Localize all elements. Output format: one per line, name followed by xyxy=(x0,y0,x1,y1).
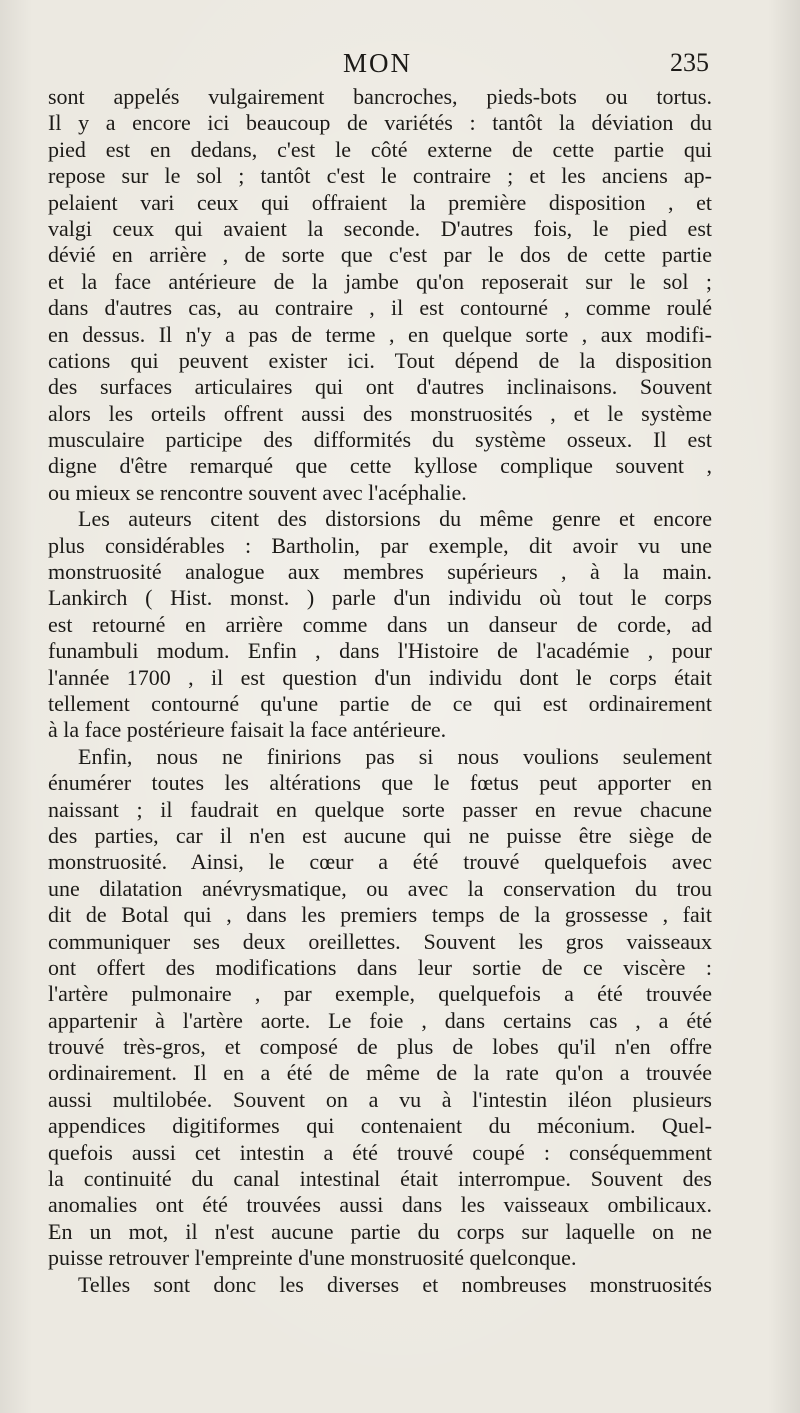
text-line: aussi multilobée. Souvent on a vu à l'intestin iléon plusieurs xyxy=(48,1086,712,1112)
text-line: tellement contourné qu'une partie de ce qui est ordinairement xyxy=(48,690,712,716)
text-line: alors les orteils offrent aussi des monstruosités , et le système xyxy=(48,400,712,426)
text-line: musculaire participe des difformités du système osseux. Il est xyxy=(48,427,712,453)
text-line: l'artère pulmonaire , par exemple, quelquefois a été trouvée xyxy=(48,981,712,1007)
text-line: monstruosité. Ainsi, le cœur a été trouvé quelquefois avec xyxy=(48,849,712,875)
text-line: appendices digitiformes qui contenaient du méconium. Quel- xyxy=(48,1113,712,1139)
page-header xyxy=(0,48,800,82)
text-line: plus considérables : Bartholin, par exemple, dit avoir vu une xyxy=(48,532,712,558)
paragraph-end-line: puisse retrouver l'empreinte d'une monstruosité quelconque. xyxy=(48,1245,577,1271)
text-line: est retourné en arrière comme dans un danseur de corde, ad xyxy=(48,611,712,637)
text-line: repose sur le sol ; tantôt c'est le contraire ; et les anciens ap- xyxy=(48,163,712,189)
text-line: ont offert des modifications dans leur sortie de ce viscère : xyxy=(48,954,712,980)
text-line: trouvé très-gros, et composé de plus de lobes qu'il n'en offre xyxy=(48,1034,712,1060)
text-line: une dilatation anévrysmatique, ou avec la conservation du trou xyxy=(48,875,712,901)
text-line: monstruosité analogue aux membres supérieurs , à la main. xyxy=(48,559,712,585)
text-line: Lankirch ( Hist. monst. ) parle d'un individu où tout le corps xyxy=(48,585,712,611)
text-line: En un mot, il n'est aucune partie du corps sur laquelle on ne xyxy=(48,1218,712,1244)
text-line: énumérer toutes les altérations que le fœtus peut apporter en xyxy=(48,770,712,796)
text-line: l'année 1700 , il est question d'un individu dont le corps était xyxy=(48,664,712,690)
text-line: communiquer ses deux oreillettes. Souvent les gros vaisseaux xyxy=(48,928,712,954)
text-line: Il y a encore ici beaucoup de variétés : tantôt la déviation du xyxy=(48,110,712,136)
text-line: en dessus. Il n'y a pas de terme , en quelque sorte , aux modifi- xyxy=(48,321,712,347)
text-line: ordinairement. Il en a été de même de la rate qu'on a trouvée xyxy=(48,1060,712,1086)
text-line: des surfaces articulaires qui ont d'autres inclinaisons. Souvent xyxy=(48,374,712,400)
text-line: dans d'autres cas, au contraire , il est contourné , comme roulé xyxy=(48,295,712,321)
text-line: dit de Botal qui , dans les premiers temps de la grossesse , fait xyxy=(48,902,712,928)
text-line: valgi ceux qui avaient la seconde. D'autres fois, le pied est xyxy=(48,215,712,241)
text-line: sont appelés vulgairement bancroches, pieds-bots ou tortus. xyxy=(48,84,712,109)
text-line: anomalies ont été trouvées aussi dans les vaisseaux ombilicaux. xyxy=(48,1192,712,1218)
text-line: naissant ; il faudrait en quelque sorte passer en revue chacune xyxy=(48,796,712,822)
text-line: dévié en arrière , de sorte que c'est par le dos de cette partie xyxy=(48,242,712,268)
page-number: 235 xyxy=(670,48,709,77)
paragraph-end-line: à la face postérieure faisait la face antérieure. xyxy=(48,717,447,743)
body-text xyxy=(48,84,712,1298)
text-line: pelaient vari ceux qui offraient la première disposition , et xyxy=(48,189,712,215)
paragraph-end-line: ou mieux se rencontre souvent avec l'acéphalie. xyxy=(48,479,467,505)
text-line: des parties, car il n'en est aucune qui ne puisse être siège de xyxy=(48,822,712,848)
running-head: MON xyxy=(343,48,413,78)
text-line: et la face antérieure de la jambe qu'on reposerait sur le sol ; xyxy=(48,268,712,294)
text-line: pied est en dedans, c'est le côté externe de cette partie qui xyxy=(48,136,712,162)
paragraph-start-line: Les auteurs citent des distorsions du même genre et encore xyxy=(78,506,712,532)
text-line: funambuli modum. Enfin , dans l'Histoire de l'académie , pour xyxy=(48,638,712,664)
text-line: quefois aussi cet intestin a été trouvé coupé : conséquemment xyxy=(48,1139,712,1165)
paragraph-start-line: Enfin, nous ne finirions pas si nous voulions seulement xyxy=(78,743,712,769)
text-line: la continuité du canal intestinal était interrompue. Souvent des xyxy=(48,1166,712,1192)
text-line: cations qui peuvent exister ici. Tout dépend de la disposition xyxy=(48,347,712,373)
paragraph-start-line: Telles sont donc les diverses et nombreuses monstruosités xyxy=(78,1271,712,1297)
text-line: appartenir à l'artère aorte. Le foie , dans certains cas , a été xyxy=(48,1007,712,1033)
text-line: digne d'être remarqué que cette kyllose complique souvent , xyxy=(48,453,712,479)
